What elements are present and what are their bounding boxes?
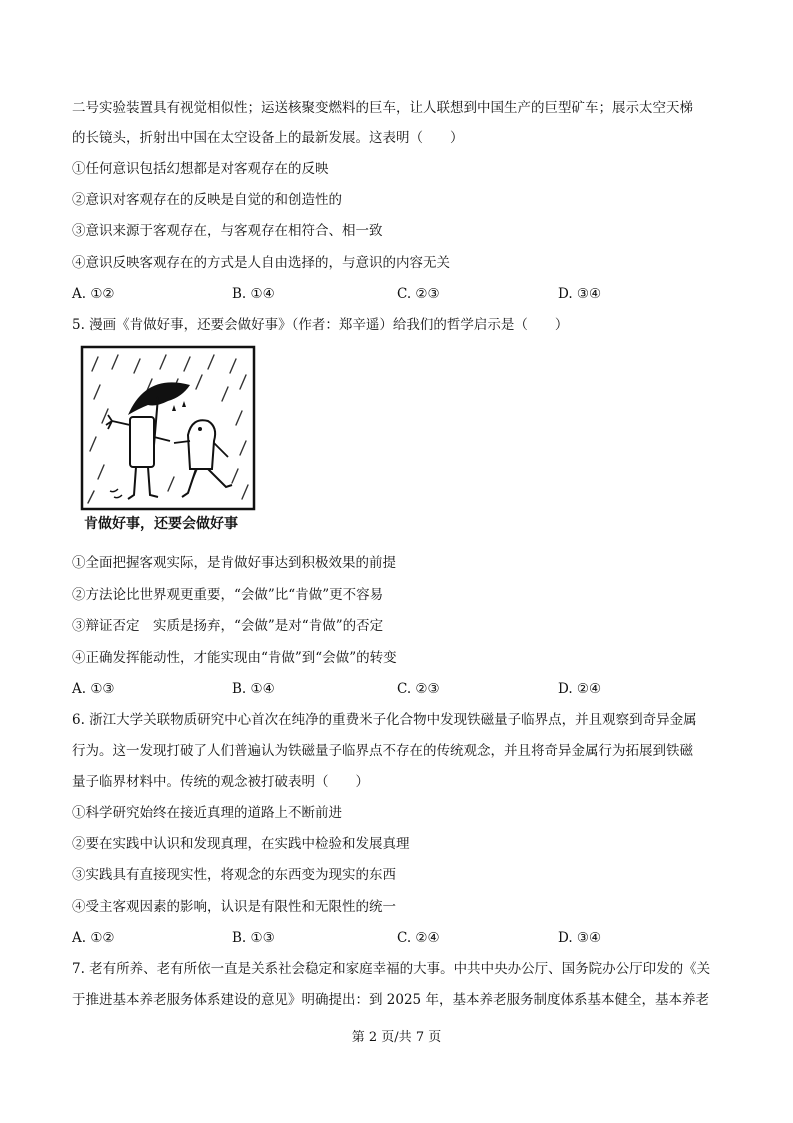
q6-statement-2: ②要在实践中认识和发现真理，在实践中检验和发展真理 <box>72 836 410 852</box>
q5-statement-1: ①全面把握客观实际，是肯做好事达到积极效果的前提 <box>72 555 396 571</box>
q7-stem-line-2: 于推进基本养老服务体系建设的意见》明确提出：到 2025 年，基本养老服务制度体系基本健全，基本养老 <box>72 992 709 1008</box>
q4-statement-1: ①任何意识包括幻想都是对客观存在的反映 <box>72 161 329 177</box>
q7-stem-line-1: 7. 老有所养、老有所依一直是关系社会稳定和家庭幸福的大事。中共中央办公厅、国务院办公厅印发的《关 <box>72 961 711 977</box>
q5-options <box>72 679 732 699</box>
cartoon-illustration <box>78 345 268 515</box>
q6-stem-line-1: 6. 浙江大学关联物质研究中心首次在纯净的重费米子化合物中发现铁磁量子临界点，并且观察到奇异金属 <box>72 712 697 728</box>
q6-statement-4: ④受主客观因素的影响，认识是有限性和无限性的统一 <box>72 899 396 915</box>
q6-stem-line-2: 行为。这一发现打破了人们普遍认为铁磁量子临界点不存在的传统观念，并且将奇异金属行为拓展到铁磁 <box>72 743 693 759</box>
q6-options <box>72 928 732 948</box>
q4-statement-2: ②意识对客观存在的反映是自觉的和创造性的 <box>72 192 342 208</box>
q4-option-c[interactable]: C. ②③ <box>397 286 440 302</box>
q5-option-d[interactable]: D. ②④ <box>558 681 602 697</box>
q4-option-a[interactable]: A. ①② <box>72 286 115 302</box>
q5-statement-2: ②方法论比世界观更重要，“会做”比“肯做”更不容易 <box>72 587 384 603</box>
q6-option-a[interactable]: A. ①② <box>72 930 115 946</box>
q4-statement-4: ④意识反映客观存在的方式是人自由选择的，与意识的内容无关 <box>72 255 450 271</box>
q4-stem-line-2: 的长镜头，折射出中国在太空设备上的最新发展。这表明（ ） <box>72 130 464 146</box>
q6-option-d[interactable]: D. ③④ <box>558 930 602 946</box>
q6-option-b[interactable]: B. ①③ <box>232 930 275 946</box>
q6-statement-1: ①科学研究始终在接近真理的道路上不断前进 <box>72 805 342 821</box>
q5-stem: 5. 漫画《肯做好事，还要会做好事》（作者：郑辛遥）给我们的哲学启示是（ ） <box>72 317 569 333</box>
q5-statement-4: ④正确发挥能动性，才能实现由“肯做”到“会做”的转变 <box>72 650 397 666</box>
q4-option-b[interactable]: B. ①④ <box>232 286 275 302</box>
q6-statement-3: ③实践具有直接现实性，将观念的东西变为现实的东西 <box>72 867 396 883</box>
q5-option-b[interactable]: B. ①④ <box>232 681 275 697</box>
q4-options <box>72 284 732 304</box>
q5-cartoon <box>78 345 268 540</box>
q5-option-a[interactable]: A. ①③ <box>72 681 115 697</box>
q6-option-c[interactable]: C. ②④ <box>397 930 440 946</box>
q5-statement-3: ③辩证否定 实质是扬弃，“会做”是对“肯做”的否定 <box>72 618 384 634</box>
q5-option-c[interactable]: C. ②③ <box>397 681 440 697</box>
q6-stem-line-3: 量子临界材料中。传统的观念被打破表明（ ） <box>72 774 369 790</box>
page-number: 第 2 页/共 7 页 <box>351 1030 442 1045</box>
q4-statement-3: ③意识来源于客观存在，与客观存在相符合、相一致 <box>72 223 383 239</box>
q4-stem-line-1: 二号实验装置具有视觉相似性；运送核聚变燃料的巨车，让人联想到中国生产的巨型矿车；展示太空天梯 <box>72 100 693 116</box>
cartoon-caption: 肯做好事，还要会做好事 <box>84 516 238 532</box>
q4-option-d[interactable]: D. ③④ <box>558 286 602 302</box>
